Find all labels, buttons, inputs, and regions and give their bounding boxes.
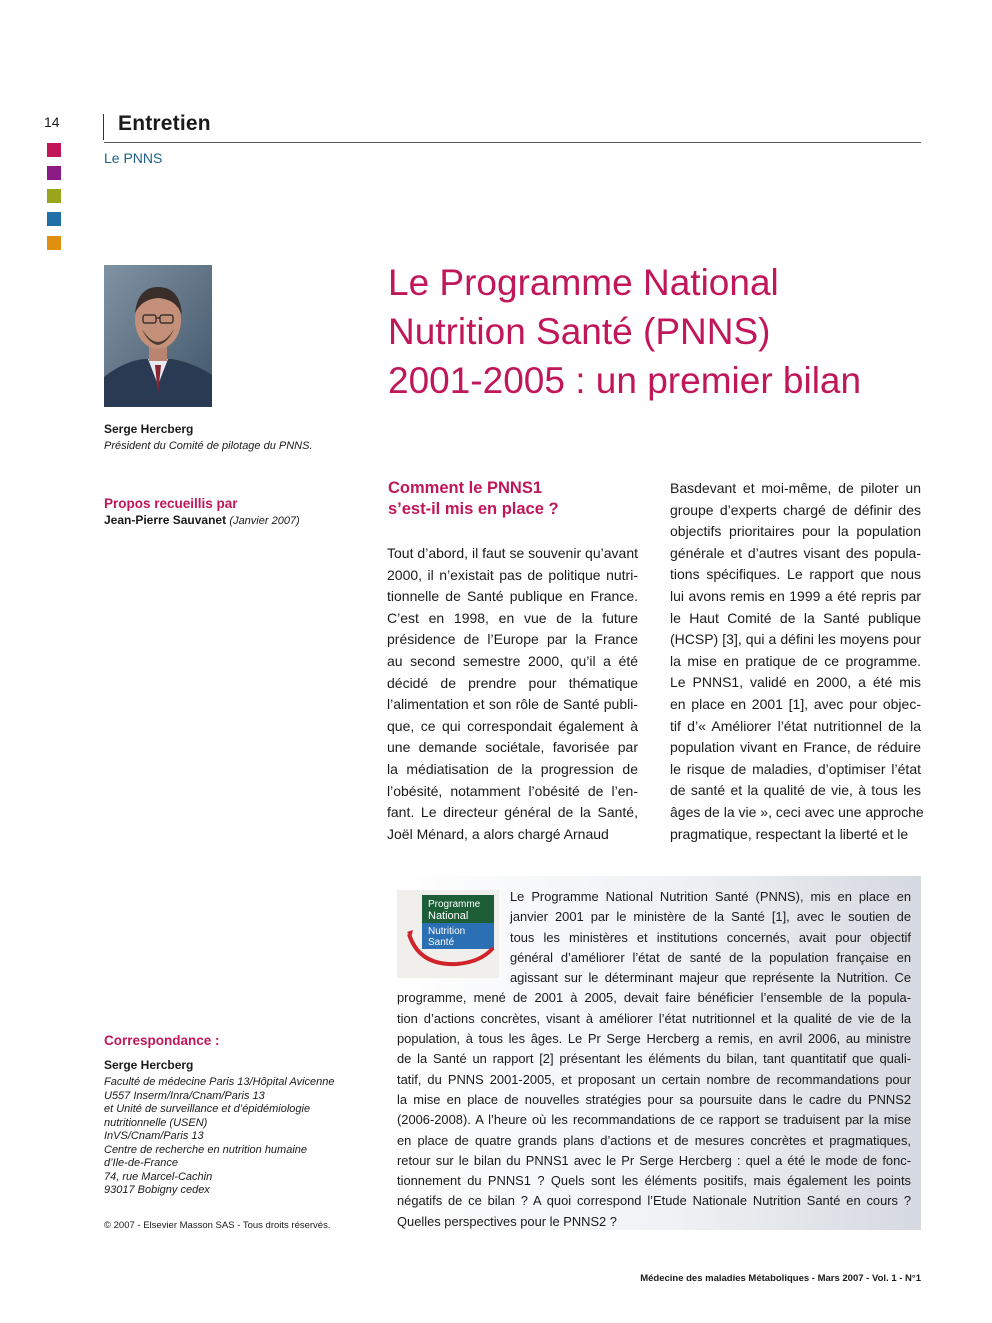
text-line: tous les ministères et institutions concernés, avait pour objectif xyxy=(510,929,911,945)
text-line: en place de quatre grands plans d’actions et de mesures concrètes et pragmatiques, xyxy=(397,1132,911,1148)
text-line: population vivant en France, de réduire xyxy=(670,739,921,756)
text-line: fant. Le directeur général de la Santé, xyxy=(387,804,638,821)
logo-text: National xyxy=(428,910,469,922)
section-title: Entretien xyxy=(118,112,211,135)
interview-by-label: Propos recueillis par xyxy=(104,496,238,511)
address-line: nutritionnelle (USEN) xyxy=(104,1116,208,1129)
interviewer-name: Jean-Pierre Sauvanet xyxy=(104,513,227,527)
title-line: Le Programme National xyxy=(388,262,779,303)
correspondance-name: Serge Hercberg xyxy=(104,1058,194,1072)
text-line: décidé de prendre pour thématique xyxy=(387,674,638,691)
text-line: C’est en 1998, en vue de la future xyxy=(387,609,638,626)
text-line: objectifs prioritaires pour la population xyxy=(670,523,921,540)
text-line: l’obésité, notamment l’obésité de l’en- xyxy=(387,782,638,799)
text-line: tions spécifiques. Le rapport que nous xyxy=(670,566,921,583)
color-square-orange xyxy=(47,236,61,250)
text-line: une demande sociétale, favorisée par xyxy=(387,739,638,756)
header-rule xyxy=(104,142,921,143)
subsection-label: Le PNNS xyxy=(104,150,163,166)
text-line: que, ce qui correspondait également à xyxy=(387,717,638,734)
author-role: Président du Comité de pilotage du PNNS. xyxy=(104,440,313,452)
journal-footer: Médecine des maladies Métaboliques - Mars 2007 - Vol. 1 - N°1 xyxy=(640,1273,921,1284)
text-line: 2000, il n’existait pas de politique nutri- xyxy=(387,566,638,583)
text-line: retour sur le bilan du PNNS1 avec le Pr Serge Hercberg : quel a été le mode de fonc- xyxy=(397,1152,911,1168)
text-line: tif d’« Améliorer l’état nutritionnel de la xyxy=(670,717,921,734)
text-line: au second semestre 2000, qu’il a été xyxy=(387,652,638,669)
text-line: âges de la vie », ceci avec une approche xyxy=(670,803,924,820)
text-line: Tout d’abord, il faut se souvenir qu’avant xyxy=(387,545,638,561)
text-line: en place en 2001 [1], avec pour objec- xyxy=(670,695,921,712)
question-line: Comment le PNNS1 xyxy=(388,479,543,497)
text-line: présidence de l’Europe par la France xyxy=(387,631,638,648)
author-name: Serge Hercberg xyxy=(104,422,194,436)
text-line: Basdevant et moi-même, de piloter un xyxy=(670,480,921,496)
address-line: Faculté de médecine Paris 13/Hôpital Avicenne xyxy=(104,1076,335,1088)
logo-text: Programme xyxy=(428,899,481,910)
address-line: 74, rue Marcel-Cachin xyxy=(104,1170,213,1183)
address-line: 93017 Bobigny cedex xyxy=(104,1184,210,1196)
text-line: population, à tous les âges. Le Pr Serge Hercberg a remis, en avril 2006, au ministre xyxy=(397,1031,911,1047)
body-column-2 xyxy=(670,478,924,845)
body-column-1 xyxy=(387,543,638,845)
text-line: de la Santé un rapport [2] présentant les éléments du bilan, tant quantitatif que quali- xyxy=(397,1051,911,1067)
text-line: négatifs de ce bilan ? A quoi correspond l’Etude Nationale Nutrition Santé en cours ? xyxy=(397,1193,911,1209)
text-line: lui avons remis en 1999 a été repris par xyxy=(670,587,921,604)
copyright: © 2007 - Elsevier Masson SAS - Tous droits réservés. xyxy=(104,1220,331,1231)
text-line: générale et d’autres visant des popula- xyxy=(670,544,921,561)
text-line: agissant sur le déterminant majeur que représente la Nutrition. Ce xyxy=(510,970,911,986)
article-title xyxy=(388,258,928,405)
text-line: l’alimentation et son rôle de Santé publi- xyxy=(387,696,638,713)
logo-text: Nutrition xyxy=(428,926,466,937)
address-line: InVS/Cnam/Paris 13 xyxy=(104,1130,204,1142)
page-number: 14 xyxy=(44,114,60,130)
text-line: Joël Ménard, a alors chargé Arnaud xyxy=(387,825,609,842)
text-line: la mise en place de nouvelles stratégies pour sa poursuite dans le cadre du PNNS2 xyxy=(397,1091,911,1107)
address-line: U557 Inserm/Inra/Cnam/Paris 13 xyxy=(104,1089,265,1102)
question-heading xyxy=(388,478,648,520)
header-divider xyxy=(103,114,104,140)
title-line: Nutrition Santé (PNNS) xyxy=(388,311,771,352)
text-line: la médiatisation de la progression de xyxy=(387,760,638,777)
text-line: Quelles perspectives pour le PNNS2 ? xyxy=(397,1213,617,1229)
text-line: tion d’actions concrètes, visant à améliorer l’état nutritionnel et la qualité de vie de la xyxy=(397,1010,911,1026)
text-line: tionnement du PNNS1 ? Quels sont les éléments positifs, mais également les points xyxy=(397,1173,911,1189)
address-line: d’Ile-de-France xyxy=(104,1157,178,1169)
text-line: de santé et la qualité de vie, à tous les xyxy=(670,782,921,799)
text-line: Le Programme National Nutrition Santé (PNNS), mis en place en xyxy=(510,889,911,904)
text-line: tionnelle de Santé publique en France. xyxy=(387,588,638,605)
color-square-purple xyxy=(47,166,61,180)
text-line: la mise en pratique de ce programme. xyxy=(670,652,921,669)
text-line: Le PNNS1, validé en 2000, a été mis xyxy=(670,674,921,691)
text-line: (HCSP) [3], qui a défini les moyens pour xyxy=(670,631,921,648)
color-square-blue xyxy=(47,212,61,226)
interviewer-line xyxy=(104,513,300,527)
summary-text xyxy=(397,887,911,1232)
text-line: (2006-2008). A l’heure où les recommandations de ce rapport se traduisent par la mise xyxy=(397,1112,911,1128)
address-line: Centre de recherche en nutrition humaine xyxy=(104,1143,308,1156)
author-photo xyxy=(104,265,212,407)
color-square-olive xyxy=(47,189,61,203)
title-line: 2001-2005 : un premier bilan xyxy=(388,360,862,401)
text-line: programme, mené de 2001 à 2005, devait faire bénéficier l’ensemble de la popula- xyxy=(397,990,911,1006)
address-line: et Unité de surveillance et d’épidémiologie xyxy=(104,1103,311,1115)
text-line: pragmatique, respectant la liberté et le xyxy=(670,825,909,842)
interview-date: (Janvier 2007) xyxy=(229,515,300,527)
text-line: janvier 2001 par le ministère de la Santé [1], avec le soutien de xyxy=(510,909,911,925)
text-line: le Haut Comité de la Santé publique xyxy=(670,609,921,626)
question-line: s’est-il mis en place ? xyxy=(388,500,559,518)
correspondance-address xyxy=(104,1076,335,1198)
text-line: général d’améliorer l’état de santé de la population française en xyxy=(510,949,911,965)
color-square-magenta xyxy=(47,143,61,157)
text-line: groupe d’experts chargé de définir des xyxy=(670,501,921,518)
correspondance-label: Correspondance : xyxy=(104,1033,220,1048)
text-line: le risque de maladies, d’optimiser l’état xyxy=(670,760,921,777)
logo-text: Santé xyxy=(428,937,455,948)
text-line: tatif, du PNNS 2001-2005, et proposant un certain nombre de recommandations pour xyxy=(397,1071,911,1087)
